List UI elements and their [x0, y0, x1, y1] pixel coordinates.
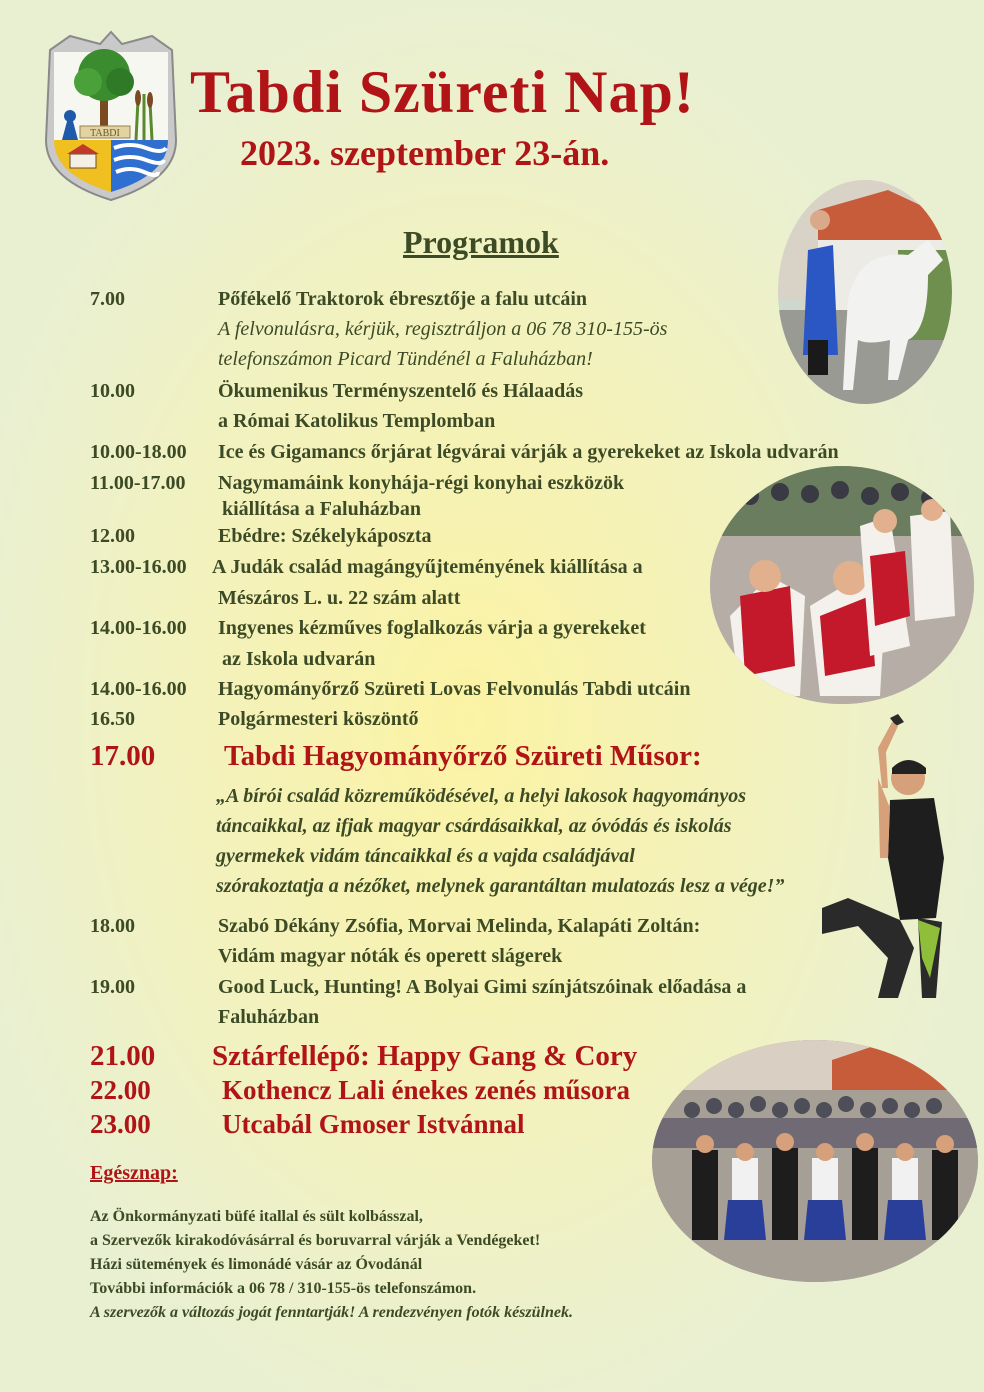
singer-photo [818, 708, 946, 1006]
program-text: Mészáros L. u. 22 szám alatt [218, 587, 461, 609]
program-text: A Judák család magángyűjteményének kiállítása a [212, 556, 643, 578]
program-text: Pőfékelő Traktorok ébresztője a falu utcáin [218, 288, 588, 310]
program-text: Hagyományőrző Szüreti Lovas Felvonulás Tabdi utcáin [218, 678, 691, 700]
crest-text: TABDI [90, 128, 120, 139]
program-text: Good Luck, Hunting! A Bolyai Gimi színjátszóinak előadása a [218, 976, 747, 998]
program-time-highlight: 22.00 [90, 1075, 151, 1105]
program-time: 19.00 [90, 976, 135, 998]
program-time: 14.00-16.00 [90, 678, 187, 700]
program-time: 16.50 [90, 708, 135, 730]
program-time-highlight: 21.00 [90, 1040, 156, 1072]
all-day-line: a Szervezők kirakodóvásárral és boruvarral várják a Vendégeket! [90, 1232, 541, 1249]
event-date: 2023. szeptember 23-án. [240, 133, 610, 173]
program-text: Faluházban [218, 1006, 320, 1028]
program-time: 18.00 [90, 915, 135, 937]
program-text: Nagymamáink konyhája-régi konyhai eszközök [218, 472, 625, 494]
disclaimer: A szervezők a változás jogát fenntartják! A rendezvényen fotók készülnek. [90, 1304, 573, 1321]
crowd-dance-photo [652, 1040, 978, 1282]
program-time: 13.00-16.00 [90, 556, 187, 578]
program-text: Ökumenikus Terményszentelő és Hálaadás [218, 380, 584, 402]
program-time: 12.00 [90, 525, 135, 547]
horseman-photo [778, 180, 952, 404]
program-time: 14.00-16.00 [90, 617, 187, 639]
program-text: kiállítása a Faluházban [222, 498, 421, 520]
program-time: 10.00-18.00 [90, 441, 187, 463]
program-text: Polgármesteri köszöntő [218, 708, 419, 730]
program-text: Ingyenes kézműves foglalkozás várja a gyerekeket [218, 617, 646, 639]
folk-dancers-photo [710, 466, 974, 704]
program-time-highlight: 17.00 [90, 740, 156, 772]
program-quote: gyermekek vidám táncaikkal és a vajda családjával [216, 845, 635, 867]
program-quote: táncaikkal, az ifjak magyar csárdásaikkal, az óvódás és iskolás [216, 815, 732, 837]
program-note: telefonszámon Picard Tündénél a Faluházban! [218, 348, 593, 370]
program-text: Ice és Gigamancs őrjárat légvárai várják a gyerekeket az Iskola udvarán [218, 441, 839, 463]
program-quote: szórakoztatja a nézőket, melynek garantáltan mulatozás lesz a vége!” [216, 875, 785, 897]
program-text: Szabó Dékány Zsófia, Morvai Melinda, Kalapáti Zoltán: [218, 915, 701, 937]
program-time: 7.00 [90, 288, 125, 310]
program-text: a Római Katolikus Templomban [218, 410, 496, 432]
program-note: A felvonulásra, kérjük, regisztráljon a 06 78 310-155-ös [218, 318, 668, 340]
all-day-line: További információk a 06 78 / 310-155-ös telefonszámon. [90, 1280, 477, 1297]
program-text-highlight: Utcabál Gmoser Istvánnal [222, 1109, 525, 1139]
program-text-highlight: Sztárfellépő: Happy Gang & Cory [212, 1040, 638, 1072]
program-text: az Iskola udvarán [222, 648, 376, 670]
program-text-highlight: Kothencz Lali énekes zenés műsora [222, 1075, 630, 1105]
program-text-highlight: Tabdi Hagyományőrző Szüreti Műsor: [224, 740, 702, 772]
village-crest-icon [40, 30, 182, 202]
page-title: Tabdi Szüreti Nap! [190, 59, 695, 125]
program-heading: Programok [403, 224, 559, 260]
program-time-highlight: 23.00 [90, 1109, 151, 1139]
all-day-line: Házi sütemények és limonádé vásár az Óvodánál [90, 1256, 423, 1273]
program-text: Ebédre: Székelykáposzta [218, 525, 432, 547]
program-quote: „A bírói család közreműködésével, a helyi lakosok hagyományos [216, 785, 746, 807]
program-text: Vidám magyar nóták és operett slágerek [218, 945, 563, 967]
program-time: 10.00 [90, 380, 135, 402]
program-time: 11.00-17.00 [90, 472, 186, 494]
all-day-line: Az Önkormányzati büfé itallal és sült kolbásszal, [90, 1208, 423, 1225]
all-day-label: Egésznap: [90, 1162, 178, 1184]
